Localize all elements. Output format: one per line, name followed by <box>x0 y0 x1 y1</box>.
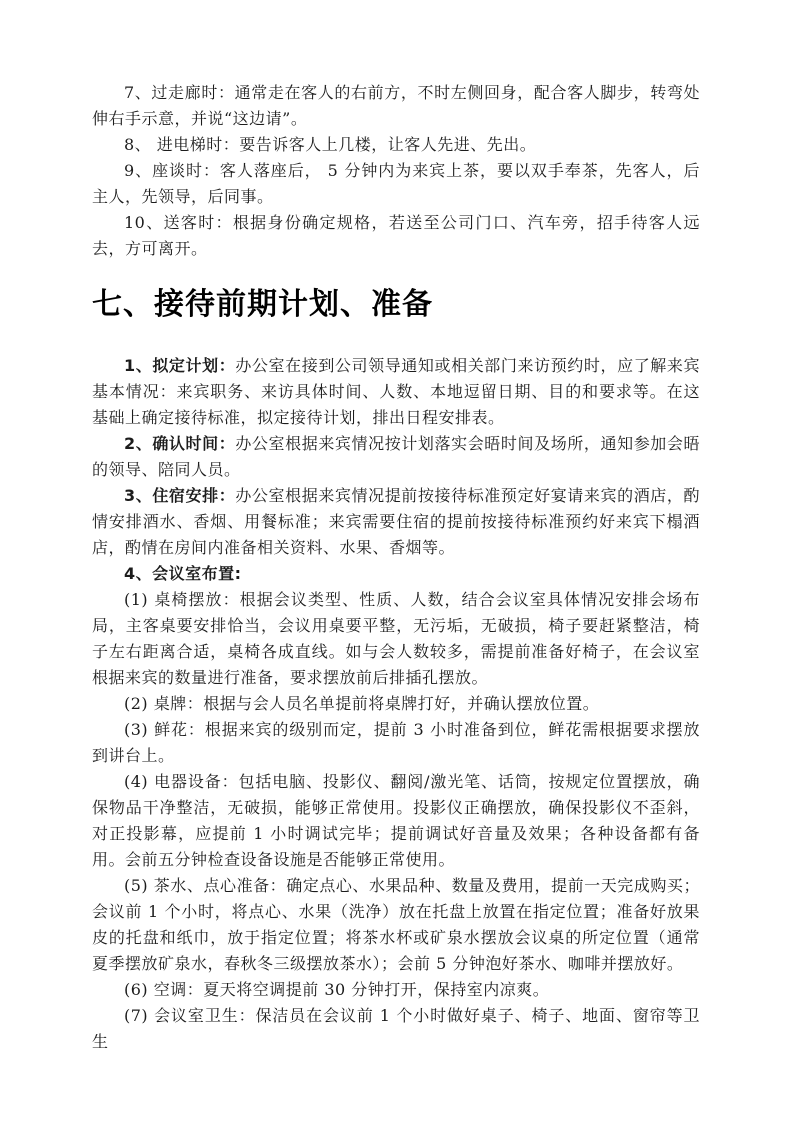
plan-item-1-label: 1、拟定计划： <box>124 356 236 375</box>
meeting-room-item-6: (6) 空调：夏天将空调提前 30 分钟打开，保持室内凉爽。 <box>124 980 550 999</box>
meeting-room-item-7: (7) 会议室卫生：保洁员在会议前 1 个小时做好桌子、椅子、地面、窗帘等卫生 <box>92 1006 700 1051</box>
etiquette-item-7: 7、过走廊时：通常走在客人的右前方，不时左侧回身，配合客人脚步，转弯处伸右手示意，并说“这边请”。 <box>92 83 700 128</box>
plan-item-4 <box>92 561 700 587</box>
section-heading-bold-part: 七、接待 <box>92 287 216 322</box>
plan-item-3-body: 办公室根据来宾情况提前按接待标准预定好宴请来宾的酒店，酌情安排酒水、香烟、用餐标准；来宾需要住宿的提前按接待标准预约好来宾下榻酒店，酌情在房间内准备相关资料、水果、香烟等。 <box>92 486 700 557</box>
plan-item-1-body: 办公室在接到公司领导通知或相关部门来访预约时，应了解来宾基本情况：来宾职务、来访具体时间、人数、本地逗留日期、目的和要求等。在这基础上确定接待标准，拟定接待计划，排出日程安排表。 <box>92 356 700 427</box>
meeting-room-item-3: (3) 鲜花：根据来宾的级别而定，提前 3 小时准备到位，鲜花需根据要求摆放到讲台上。 <box>92 720 700 765</box>
plan-item-4-label: 4、会议室布置: <box>124 564 242 583</box>
etiquette-item-9: 9、座谈时：客人落座后， 5 分钟内为来宾上茶，要以双手奉茶，先客人，后主人，先领导，后同事。 <box>92 161 700 206</box>
etiquette-item-10: 10、送客时：根据身份确定规格，若送至公司门口、汽车旁，招手待客人远去，方可离开。 <box>92 213 700 258</box>
plan-item-3 <box>92 483 700 561</box>
plan-item-3-label: 3、住宿安排： <box>124 486 236 505</box>
plan-item-2-body: 办公室根据来宾情况按计划落实会晤时间及场所，通知参加会晤的领导、陪同人员。 <box>92 434 700 479</box>
plan-item-2 <box>92 431 700 483</box>
meeting-room-item-2: (2) 桌牌：根据与会人员名单提前将桌牌打好，并确认摆放位置。 <box>124 694 600 713</box>
section-heading-regular-part: 前期计划、准备 <box>216 287 433 322</box>
plan-item-1 <box>92 353 700 431</box>
meeting-room-item-4: (4) 电器设备：包括电脑、投影仪、翻阅/激光笔、话筒，按规定位置摆放，确保物品干净整洁，无破损，能够正常使用。投影仪正确摆放，确保投影仪不歪斜，对正投影幕，应提前 1 小时调试完毕；提前调试好音量及效果；各种设备都有备用。会前五分钟检查设备设施是否能够正常使用。 <box>92 772 700 869</box>
meeting-room-item-1: (1) 桌椅摆放：根据会议类型、性质、人数，结合会议室具体情况安排会场布局，主客桌要安排恰当，会议用桌要平整，无污垢，无破损，椅子要赶紧整洁，椅子左右距离合适，桌椅各成直线。如与会人数较多，需提前准备好椅子，在会议室根据来宾的数量进行准备，要求摆放前后排插孔摆放。 <box>92 590 700 687</box>
plan-item-2-label: 2、确认时间： <box>124 434 236 453</box>
etiquette-item-8: 8、 进电梯时：要告诉客人上几楼，让客人先进、先出。 <box>124 135 537 154</box>
meeting-room-item-5: (5) 茶水、点心准备：确定点心、水果品种、数量及费用，提前一天完成购买；会议前 1 个小时，将点心、水果（洗净）放在托盘上放置在指定位置；准备好放果皮的托盘和纸巾，放于指定位置；将茶水杯或矿泉水摆放会议桌的所定位置（通常夏季摆放矿泉水，春秋冬三级摆放茶水）；会前 5 分钟泡好茶水、咖啡并摆放好。 <box>92 876 700 973</box>
section-heading <box>92 287 700 323</box>
